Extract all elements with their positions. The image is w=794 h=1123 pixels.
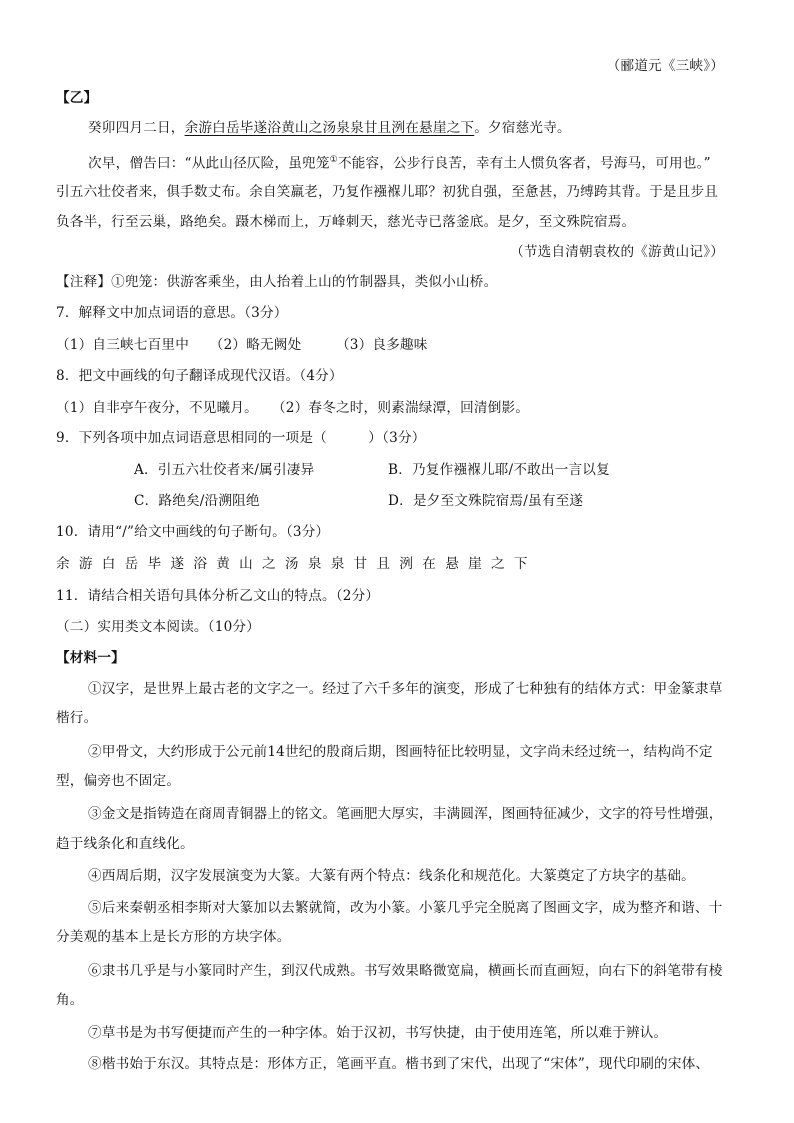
yi-p1-end: 。夕宿慈光寺。 — [474, 120, 571, 136]
material-para-7: ⑦草书是为书写便捷而产生的一种字体。始于汉初，书写快捷，由于使用连笔，所以难于辨认。 — [88, 1025, 668, 1041]
source-citation-sanxia: （郦道元《三峡》） — [606, 58, 724, 74]
question-11: 11．请结合相关语句具体分析乙文山的特点。（2分） — [56, 588, 380, 604]
option-b: B．乃复作襁褓儿耶/不敢出一言以复 — [388, 462, 610, 478]
yi-paragraph-2-line-2: 引五六壮佼者来，俱手数丈布。余自笑羸老，乃复作襁褓儿耶？初犹自强，至惫甚，乃缚跨其背。于是且步且 — [56, 184, 719, 200]
question-10-text: 余游白岳毕遂浴黄山之汤泉泉甘且洌在悬崖之下 — [56, 556, 537, 572]
yi-paragraph-2-line-1 — [88, 150, 746, 174]
material-para-5-line-1: ⑤后来秦朝丞相李斯对大篆加以去繁就简，改为小篆。小篆几乎完全脱离了图画文字，成为整齐和谐、十 — [88, 900, 723, 916]
yi-p2-text-b: 不能容，公步行良苦，幸有土人惯负客者，号海马，可用也。” — [337, 155, 711, 172]
option-d: D．是夕至文殊院宿焉/虽有至遂 — [388, 493, 584, 509]
yi-p2-text-a: 次早，僧告曰：“从此山径仄险，虽兜笼 — [88, 155, 330, 172]
material-para-2-line-2: 型，偏旁也不固定。 — [56, 773, 181, 789]
material-para-8: ⑧楷书始于东汉。其特点是：形体方正，笔画平直。楷书到了宋代，出现了“宋体”，现代印刷的宋体、 — [88, 1056, 710, 1072]
footnote-marker: ① — [329, 155, 338, 165]
material-para-5-line-2: 分美观的基本上是长方形的方块字体。 — [56, 929, 291, 945]
question-9: 9．下列各项中加点词语意思相同的一项是（ ）（3分） — [56, 430, 426, 446]
material-para-1-line-2: 楷行。 — [56, 710, 98, 726]
material-para-1-line-1: ①汉字，是世界上最古老的文字之一。经过了六千多年的演变，形成了七种独有的结体方式：甲金篆隶草 — [88, 681, 723, 697]
yi-paragraph-1 — [88, 118, 746, 138]
yi-p1-underlined-sentence: 余游白岳毕遂浴黄山之汤泉泉甘且洌在悬崖之下 — [184, 120, 475, 136]
material-para-3-line-1: ③金文是指铸造在商周青铜器上的铭文。笔画肥大厚实，丰满圆浑，图画特征减少，文字的符号性增强， — [88, 806, 723, 822]
material-para-2-line-1: ②甲骨文，大约形成于公元前14世纪的殷商后期，图画特征比较明显，文字尚未经过统一，结构尚不定 — [88, 744, 713, 760]
source-citation-youhuangshanji: （节选自清朝袁枚的《游黄山记》） — [510, 244, 724, 260]
part-2-heading: （二）实用类文本阅读。（10分） — [56, 619, 261, 635]
material-para-6-line-2: 角。 — [56, 992, 84, 1008]
annotation-note: 【注释】①兜笼：供游客乘坐，由人抬着上山的竹制器具，类似小山桥。 — [56, 274, 498, 290]
option-c: C．路绝矣/沿溯阻绝 — [134, 493, 260, 509]
question-8: 8．把文中画线的句子翻译成现代汉语。（4分） — [56, 368, 343, 384]
material-1-heading: 【材料一】 — [56, 650, 125, 666]
question-10: 10．请用“/”给文中画线的句子断句。（3分） — [56, 524, 330, 540]
material-para-3-line-2: 趋于线条化和直线化。 — [56, 836, 194, 852]
yi-p1-start: 癸卯四月二日， — [88, 120, 185, 136]
yi-paragraph-2-line-3: 负各半，行至云巢，路绝矣。蹑木梯而上，万峰刺天，慈光寺已落釜底。是夕，至文殊院宿焉。 — [56, 214, 636, 230]
material-para-6-line-1: ⑥隶书几乎是与小篆同时产生，到汉代成熟。书写效果略微宽扁，横画长而直画短，向右下的斜笔带有棱 — [88, 963, 723, 979]
question-7-items: （1）自三峡七百里中 （2）略无阙处 （3）良多趣味 — [56, 337, 428, 353]
section-heading-yi: 【乙】 — [56, 90, 98, 106]
material-para-4: ④西周后期，汉字发展演变为大篆。大篆有两个特点：线条化和规范化。大篆奠定了方块字的基础。 — [88, 868, 695, 884]
question-7: 7．解释文中加点词语的意思。（3分） — [56, 305, 288, 321]
option-a: A．引五六壮佼者来/属引凄异 — [134, 462, 315, 478]
question-8-items: （1）自非亭午夜分，不见曦月。 （2）春冬之时，则素湍绿潭，回清倒影。 — [56, 400, 530, 416]
